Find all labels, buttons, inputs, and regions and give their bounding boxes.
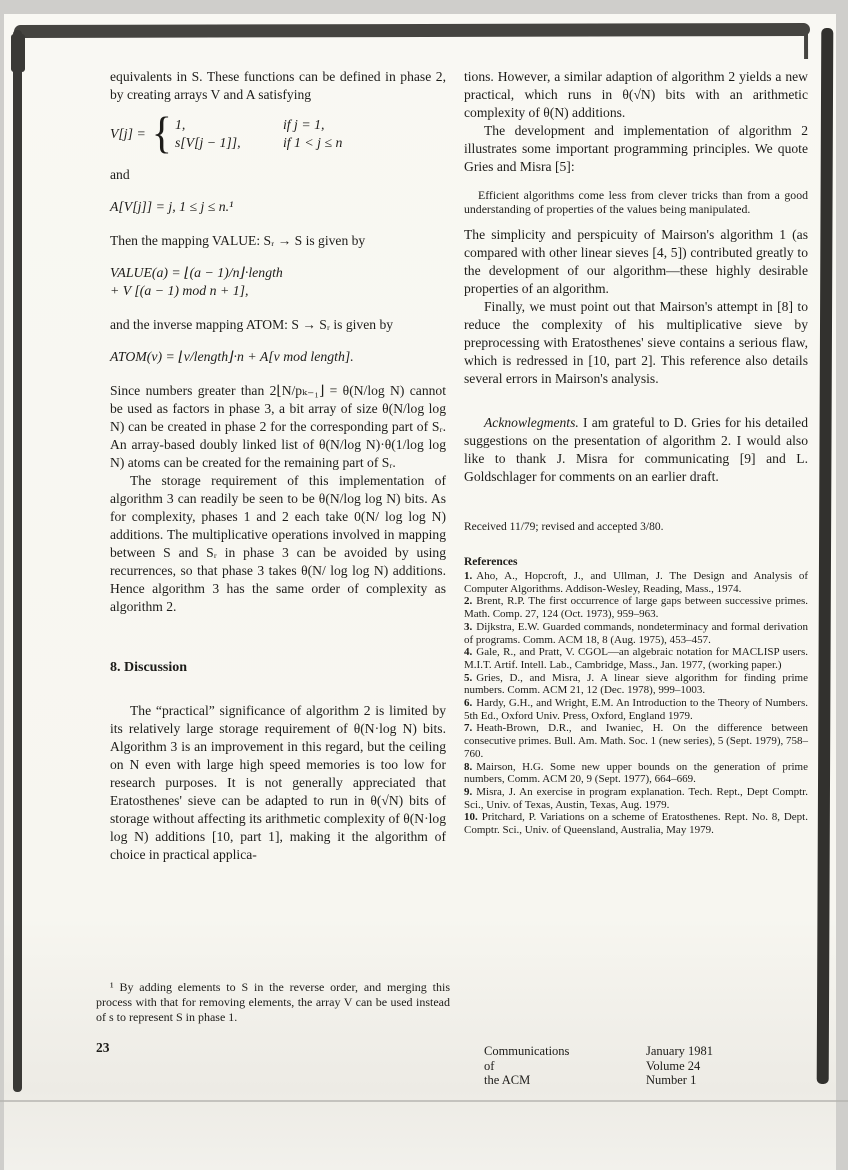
reference-text: Mairson, H.G. Some new upper bounds on the generation of prime numbers, Comm. ACM 20, 9 (Sept. 1977), 664–669.: [464, 760, 808, 786]
case-row: [175, 134, 342, 152]
formula-value: [110, 264, 446, 300]
paragraph-storage: The storage requirement of this implementation of algorithm 3 can readily be seen to be θ(N/log log N) bits. As for complexity, phases 1 and 2 each take 0(N/ log log N) additions. The multiplicative operations involved in mapping between S and Sᵣ in phase 3 can be avoided by using recurrences, so that phase 3 takes θ(N/ log log N) additions. Hence algorithm 3 has the same order of complexity as algorithm 2.: [110, 473, 446, 614]
connector-and: and: [110, 167, 130, 182]
formula-v-definition: [110, 109, 446, 159]
paragraph-development: The development and implementation of algorithm 2 illustrates some important programming principles. We quote Gries and Misra [5]:: [464, 123, 808, 174]
case-value: 1,: [174, 117, 186, 132]
reference-item: [464, 672, 808, 697]
journal-line: Communications: [484, 1044, 570, 1058]
paragraph-mapping-atom: and the inverse mapping ATOM: S → Sᵣ is given by: [110, 317, 394, 332]
reference-text: Gries, D., and Misra, J. A linear sieve algorithm for finding prime numbers. Comm. ACM 21, 12 (Dec. 1978), 999–1003.: [464, 671, 808, 697]
formula-atom: ATOM(v) = ⌊v/length⌋·n + A[v mod length].: [110, 349, 354, 364]
case-value: s[V[j − 1]],: [174, 135, 241, 150]
journal-line: the ACM: [484, 1073, 531, 1087]
reference-number: 6.: [464, 697, 473, 710]
case-condition: if j = 1,: [282, 117, 325, 132]
reference-text: Misra, J. An exercise in program explanation. Tech. Rept., Dept Comptr. Sci., Univ. of Texas, Austin, Texas, Aug. 1979.: [464, 785, 808, 811]
scan-left-edge: [13, 30, 22, 1092]
reference-item: [464, 786, 808, 811]
issue-line: Number 1: [646, 1073, 697, 1087]
reference-item: [464, 761, 808, 786]
page: [4, 14, 836, 1170]
formula-line: VALUE(a) = ⌊(a − 1)/n⌋·length: [110, 265, 283, 280]
issue-line: January 1981: [646, 1044, 713, 1058]
reference-text: Pritchard, P. Variations on a scheme of Eratosthenes. Rept. No. 8, Dept. Comptr. Sci., Univ. of Queensland, Australia, May 1979.: [464, 811, 808, 837]
paragraph-practical: The “practical” significance of algorithm 2 is limited by its relatively large storage requirement of θ(N·log N) bits. Algorithm 3 is an improvement in this regard, but the ceiling on N even with large high speed memories is too low for research purposes. It is not generally appreciated that Eratosthenes' sieve can be adapted to run in θ(√N) bits of storage without affecting its arithmetic complexity of θ(N·log log N) additions [10, part 1], making it the algorithm of choice in practical applica-: [110, 703, 446, 862]
acknowledgments-text: I am grateful to D. Gries for his detailed suggestions on the presentation of algorithm 2. I would also like to thank J. Misra for communicating [9] and L. Goldschlager for comments on an earlier draft.: [464, 415, 809, 484]
right-column: [464, 68, 808, 837]
reference-number: 10.: [464, 811, 478, 824]
reference-text: Hardy, G.H., and Wright, E.M. An Introduction to the Theory of Numbers. 5th Ed., Oxford Univ. Press, Oxford, England 1979.: [464, 697, 808, 722]
footnote: ¹ By adding elements to S in the reverse order, and merging this process with that for removing elements, the array V can be used instead of s to represent S in phase 1.: [96, 980, 450, 1024]
formula-cases: [175, 116, 342, 152]
references-heading: References: [464, 556, 518, 568]
case-condition: if 1 < j ≤ n: [282, 135, 343, 150]
paragraph-simplicity: The simplicity and perspicuity of Mairson's algorithm 1 (as compared with other linear sieves [4, 5]) contributed greatly to the development of our algorithm—these highly desirable properties of an algorithm.: [464, 227, 808, 296]
reference-text: Dijkstra, E.W. Guarded commands, nondeterminacy and formal derivation of programs. Comm. ACM 18, 8 (Aug. 1975), 453–457.: [464, 620, 808, 646]
block-quote: Efficient algorithms come less from clever tricks than from a good understanding of properties of the values being manipulated.: [464, 188, 808, 216]
issue-line: Volume 24: [646, 1058, 701, 1073]
page-number: 23: [96, 1040, 110, 1055]
page-bottom-edge: [0, 1100, 848, 1102]
reference-item: [464, 722, 808, 760]
paragraph-since: Since numbers greater than 2⌊N/pₖ₋₁⌋ = θ(N/log N) cannot be used as factors in phase 3, a bit array of size θ(N/log log N) can be created in phase 2 for the corresponding part of Sᵣ. An array-based doubly linked list of θ(N/log N)·θ(1/log log N) atoms can be created for the remaining part of Sᵣ.: [110, 383, 446, 470]
references-list: [464, 570, 808, 837]
reference-number: 3.: [464, 620, 473, 633]
paragraph-finally: Finally, we must point out that Mairson's attempt in [8] to reduce the complexity of his multiplicative sieve by preprocessing with Eratosthenes' sieve contains a serious flaw, which is redressed in [10, part 2]. This reference also details several errors in Mairson's analysis.: [464, 299, 808, 386]
reference-item: [464, 595, 808, 620]
reference-number: 4.: [464, 646, 473, 659]
paragraph-mapping-value: Then the mapping VALUE: Sᵣ → S is given by: [110, 233, 366, 248]
formula-a-definition: A[V[j]] = j, 1 ≤ j ≤ n.¹: [110, 199, 234, 214]
reference-item: [464, 570, 808, 595]
reference-text: Gale, R., and Pratt, V. CGOL—an algebraic notation for MACLISP users. M.I.T. Artif. Intell. Lab., Cambridge, Mass., Jan. 1977, (working paper.): [464, 646, 808, 671]
reference-number: 1.: [464, 570, 473, 582]
scan-top-edge: [14, 23, 810, 38]
left-brace-glyph: {: [151, 109, 172, 159]
reference-number: 7.: [464, 722, 473, 735]
left-column: [110, 68, 446, 864]
formula-lhs: V[j] =: [110, 126, 146, 141]
received-line: Received 11/79; revised and accepted 3/80.: [464, 521, 664, 533]
paragraph-intro: equivalents in S. These functions can be defined in phase 2, by creating arrays V and A satisfying: [110, 69, 446, 102]
case-row: [175, 116, 342, 134]
formula-line: + V [(a − 1) mod n + 1],: [110, 283, 249, 298]
reference-text: Aho, A., Hopcroft, J., and Ullman, J. The Design and Analysis of Computer Algorithms. Addison-Wesley, Reading, Mass., 1974.: [464, 570, 808, 595]
issue-info: [646, 1044, 713, 1088]
reference-number: 2.: [464, 595, 473, 608]
journal-name: [484, 1044, 569, 1088]
reference-text: Brent, R.P. The first occurrence of large gaps between successive primes. Math. Comp. 27, 124 (Oct. 1973), 959–963.: [464, 595, 808, 621]
journal-line: of: [484, 1058, 495, 1073]
reference-item: [464, 621, 808, 646]
paragraph-tions: tions. However, a similar adaption of algorithm 2 yields a new practical, which runs in θ(√N) bits with an arithmetic complexity of θ(N) additions.: [464, 69, 808, 120]
reference-number: 9.: [464, 785, 473, 798]
acknowledgments-lead: Acknowlegments.: [484, 415, 579, 430]
reference-item: [464, 646, 808, 671]
reference-number: 8.: [464, 760, 473, 773]
paragraph-acknowledgments: [464, 414, 808, 486]
reference-item: [464, 811, 808, 836]
reference-text: Heath-Brown, D.R., and Iwaniec, H. On the difference between consecutive primes. Bull. Am. Math. Soc. 1 (new series), 5 (Sept. 1979), 758–760.: [464, 722, 809, 760]
reference-item: [464, 697, 808, 722]
reference-number: 5.: [464, 671, 473, 684]
section-heading-discussion: 8. Discussion: [110, 660, 188, 675]
